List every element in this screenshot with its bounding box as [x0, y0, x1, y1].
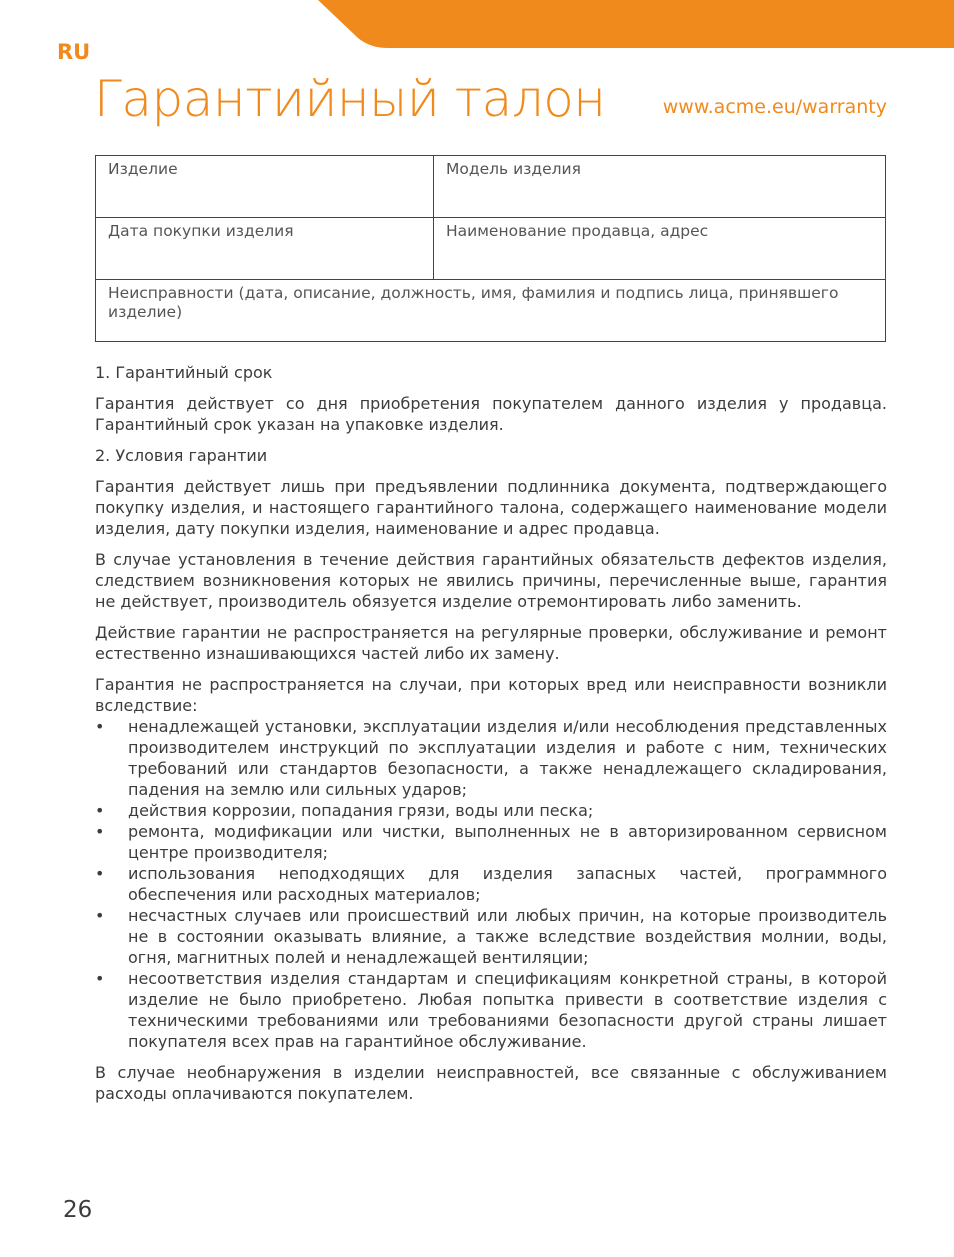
paragraph-1: Гарантия действует лишь при предъявлении подлинника документа, подтверждающего покупку изделия, и настоящего гарантийного талона, содержащего наименование модели изделия, дату покупки изделия, наименование и адрес продавца. — [95, 477, 887, 538]
exclusions-list — [95, 716, 887, 1052]
paragraph-2: В случае установления в течение действия гарантийных обязательств дефектов изделия, следствием возникновения которых не явились причины, перечисленные выше, гарантия не действует, производитель обязуется изделие отремонтировать либо заменить. — [95, 550, 887, 611]
product-field[interactable]: Изделие — [96, 156, 434, 218]
list-item-text: использования неподходящих для изделия запасных частей, программного обеспечения или расходных материалов; — [128, 864, 887, 904]
list-item — [95, 821, 887, 863]
bullet-icon: • — [95, 822, 105, 841]
section-1-heading: 1. Гарантийный срок — [95, 363, 273, 382]
page-number: 26 — [63, 1197, 93, 1223]
bullet-icon: • — [95, 801, 105, 820]
form-row-defects — [96, 280, 886, 342]
list-item-text: несоответствия изделия стандартам и спецификациям конкретной страны, в которой изделие не было приобретено. Любая попытка привести в соответствие изделия с техническими требованиями или требованиями безопасности другой страны лишает покупателя всех прав на гарантийное обслуживание. — [128, 969, 887, 1051]
list-item-text: ремонта, модификации или чистки, выполненных не в авторизированном сервисном центре производителя; — [128, 822, 887, 862]
form-row-product — [96, 156, 886, 218]
seller-field[interactable]: Наименование продавца, адрес — [434, 218, 886, 280]
bullet-icon: • — [95, 906, 105, 925]
list-item-text: несчастных случаев или происшествий или любых причин, на которые производитель не в состоянии оказывать влияние, а также вследствие воздействия молнии, воды, огня, магнитных полей и ненадлежащей вентиляции; — [128, 906, 887, 967]
warranty-url-link[interactable]: www.acme.eu/warranty — [662, 96, 887, 118]
bullet-icon: • — [95, 969, 105, 988]
list-item — [95, 800, 887, 821]
bullet-icon: • — [95, 717, 105, 736]
form-row-purchase — [96, 218, 886, 280]
paragraph-5: В случае необнаружения в изделии неисправностей, все связанные с обслуживанием расходы оплачиваются покупателем. — [95, 1063, 887, 1103]
section-1-text: Гарантия действует со дня приобретения покупателем данного изделия у продавца. Гарантийный срок указан на упаковке изделия. — [95, 394, 887, 434]
language-label: RU — [57, 40, 91, 64]
model-field[interactable]: Модель изделия — [434, 156, 886, 218]
paragraph-3: Действие гарантии не распространяется на регулярные проверки, обслуживание и ремонт естественно изнашивающихся частей либо их замену. — [95, 623, 887, 663]
list-item — [95, 968, 887, 1052]
list-item-text: ненадлежащей установки, эксплуатации изделия и/или несоблюдения представленных производителем инструкций по эксплуатации изделия и работе с ним, технических требований или стандартов безопасности, а также ненадлежащего складирования, падения на землю или сильных ударов; — [128, 717, 887, 799]
list-item — [95, 716, 887, 800]
section-2-heading: 2. Условия гарантии — [95, 446, 268, 465]
defects-field[interactable]: Неисправности (дата, описание, должность, имя, фамилия и подпись лица, принявшего изделие) — [96, 280, 886, 342]
page-title: Гарантийный талон — [94, 70, 606, 128]
paragraph-4: Гарантия не распространяется на случаи, при которых вред или неисправности возникли вследствие: — [95, 675, 887, 715]
warranty-terms — [95, 362, 887, 1114]
bullet-icon: • — [95, 864, 105, 883]
warranty-form-table — [95, 155, 886, 342]
purchase-date-field[interactable]: Дата покупки изделия — [96, 218, 434, 280]
list-item — [95, 863, 887, 905]
list-item-text: действия коррозии, попадания грязи, воды или песка; — [128, 801, 594, 820]
header-orange-band — [318, 0, 954, 48]
list-item — [95, 905, 887, 968]
